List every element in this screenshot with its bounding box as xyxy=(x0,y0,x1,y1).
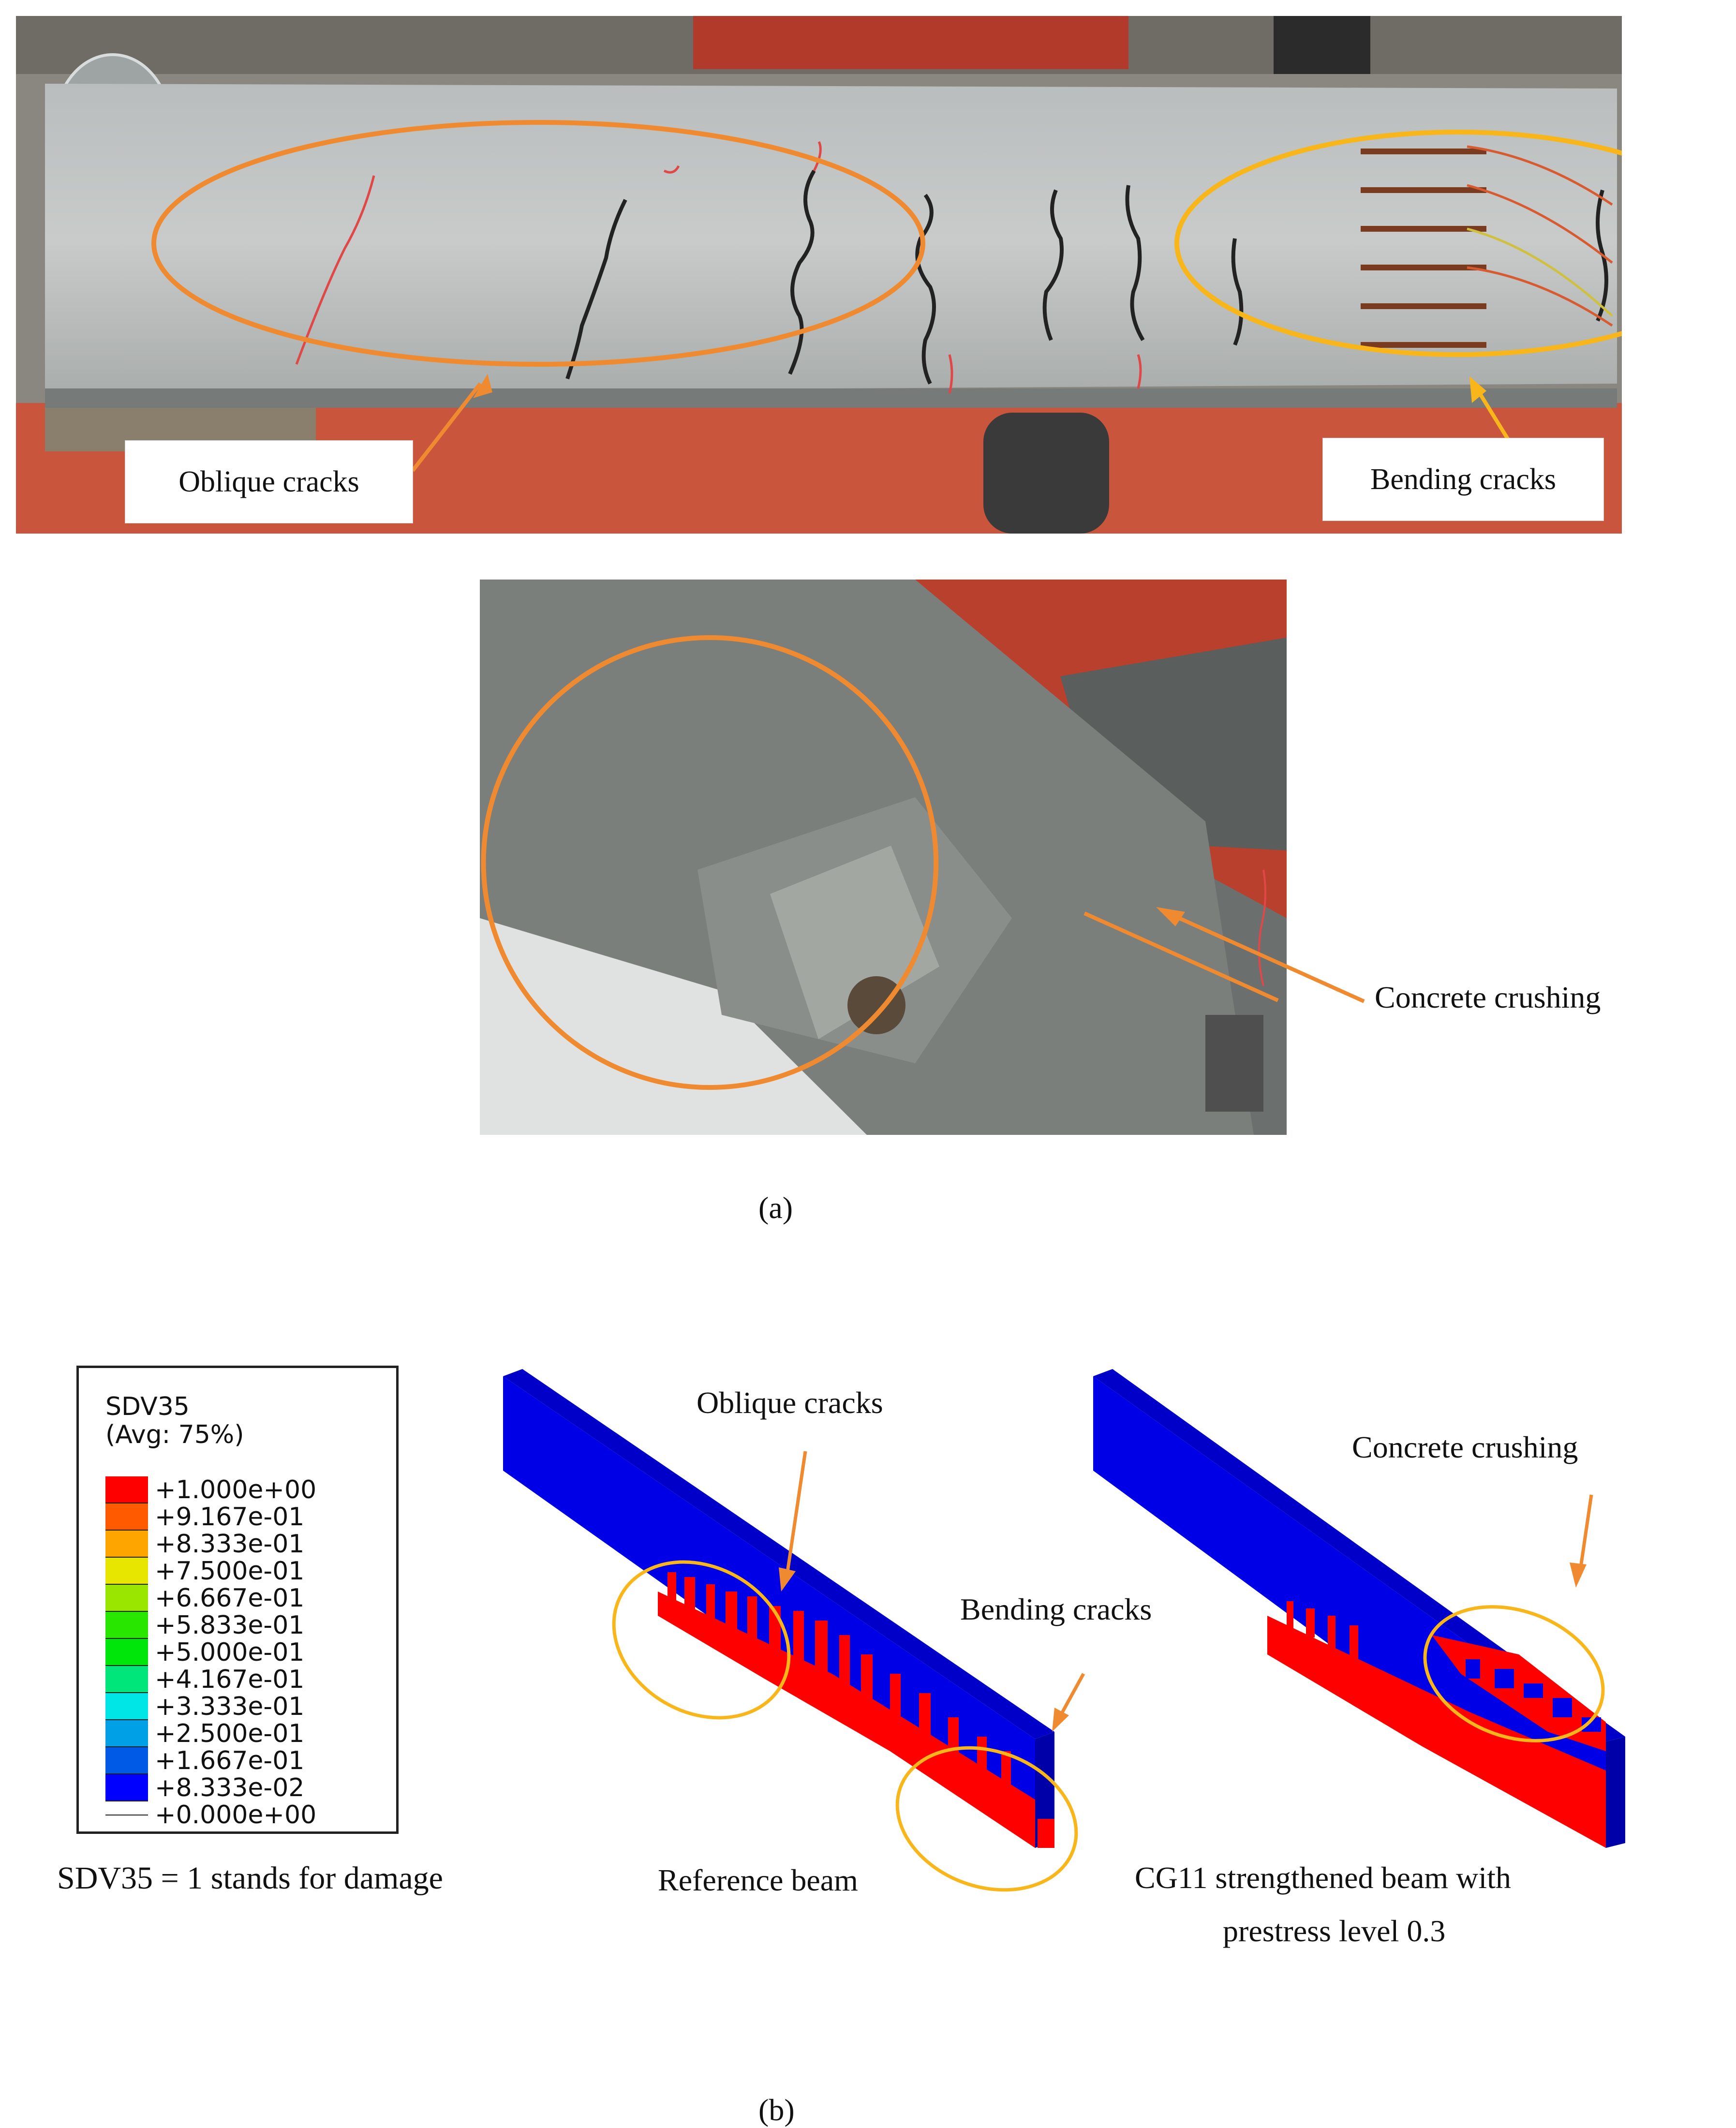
legend-value: +1.000e+00 xyxy=(155,1475,317,1504)
legend-swatch xyxy=(105,1639,148,1666)
concrete-crushing-photo-label: Concrete crushing xyxy=(1375,980,1601,1014)
legend-swatch xyxy=(105,1503,148,1531)
oblique-cracks-text: Oblique cracks xyxy=(178,465,359,498)
legend-note: SDV35 = 1 stands for damage xyxy=(57,1860,443,1896)
legend-value: +3.333e-01 xyxy=(155,1692,305,1721)
concrete-crushing-arrow xyxy=(1151,895,1374,1011)
legend-swatch xyxy=(105,1531,148,1558)
legend-value: +1.667e-01 xyxy=(155,1746,305,1775)
panel-b-caption: (b) xyxy=(758,2093,795,2127)
reference-beam-model xyxy=(493,1364,1137,1896)
legend-value: +8.333e-01 xyxy=(155,1530,305,1559)
legend-row xyxy=(105,1774,304,1801)
legend-row xyxy=(105,1801,316,1829)
legend-value: +2.500e-01 xyxy=(155,1719,305,1748)
legend-row xyxy=(105,1666,304,1693)
cg11-beam-caption-line2: prestress level 0.3 xyxy=(1223,1914,1446,1948)
legend-row xyxy=(105,1639,304,1666)
legend-row xyxy=(105,1747,304,1774)
ref-oblique-cracks-label: Oblique cracks xyxy=(697,1385,883,1420)
legend-value: +7.500e-01 xyxy=(155,1557,305,1586)
legend-value: +4.167e-01 xyxy=(155,1665,305,1694)
legend-value: +5.833e-01 xyxy=(155,1611,305,1640)
legend-row xyxy=(105,1612,304,1639)
sdv35-legend xyxy=(76,1366,399,1834)
legend-swatch xyxy=(105,1476,148,1503)
legend-swatch xyxy=(105,1612,148,1639)
legend-row xyxy=(105,1558,304,1585)
legend-value: +0.000e+00 xyxy=(155,1801,317,1830)
legend-row xyxy=(105,1585,304,1612)
cg11-beam-damage xyxy=(1267,1601,1606,1848)
legend-row xyxy=(105,1720,304,1747)
legend-swatch xyxy=(105,1774,148,1801)
legend-swatch xyxy=(105,1747,148,1774)
bending-cracks-text: Bending cracks xyxy=(1370,462,1556,496)
legend-value: +6.667e-01 xyxy=(155,1584,305,1613)
legend-swatch xyxy=(105,1720,148,1747)
legend-value: +9.167e-01 xyxy=(155,1503,305,1532)
legend-row xyxy=(105,1531,304,1558)
reference-beam-caption: Reference beam xyxy=(658,1863,858,1897)
legend-row xyxy=(105,1693,304,1720)
legend-value: +5.000e-01 xyxy=(155,1638,305,1667)
crushing-photo-graphic xyxy=(480,580,1287,1135)
panel-a-caption: (a) xyxy=(758,1190,793,1225)
legend-swatch xyxy=(105,1585,148,1612)
crushing-photo xyxy=(480,580,1287,1135)
legend-swatch xyxy=(105,1558,148,1585)
legend-value: +8.333e-02 xyxy=(155,1773,305,1802)
legend-row xyxy=(105,1503,304,1531)
legend-title: SDV35 xyxy=(105,1392,190,1421)
legend-avg: (Avg: 75%) xyxy=(105,1420,244,1449)
legend-swatch xyxy=(105,1666,148,1693)
cg11-concrete-crushing-label: Concrete crushing xyxy=(1352,1430,1578,1464)
cg11-beam-caption-line1: CG11 strengthened beam with xyxy=(1135,1860,1511,1895)
legend-row xyxy=(105,1476,316,1503)
oblique-cracks-photo-label xyxy=(125,440,413,523)
legend-swatch xyxy=(105,1693,148,1720)
ref-bending-cracks-label: Bending cracks xyxy=(960,1592,1152,1626)
bending-cracks-photo-label xyxy=(1322,438,1604,521)
